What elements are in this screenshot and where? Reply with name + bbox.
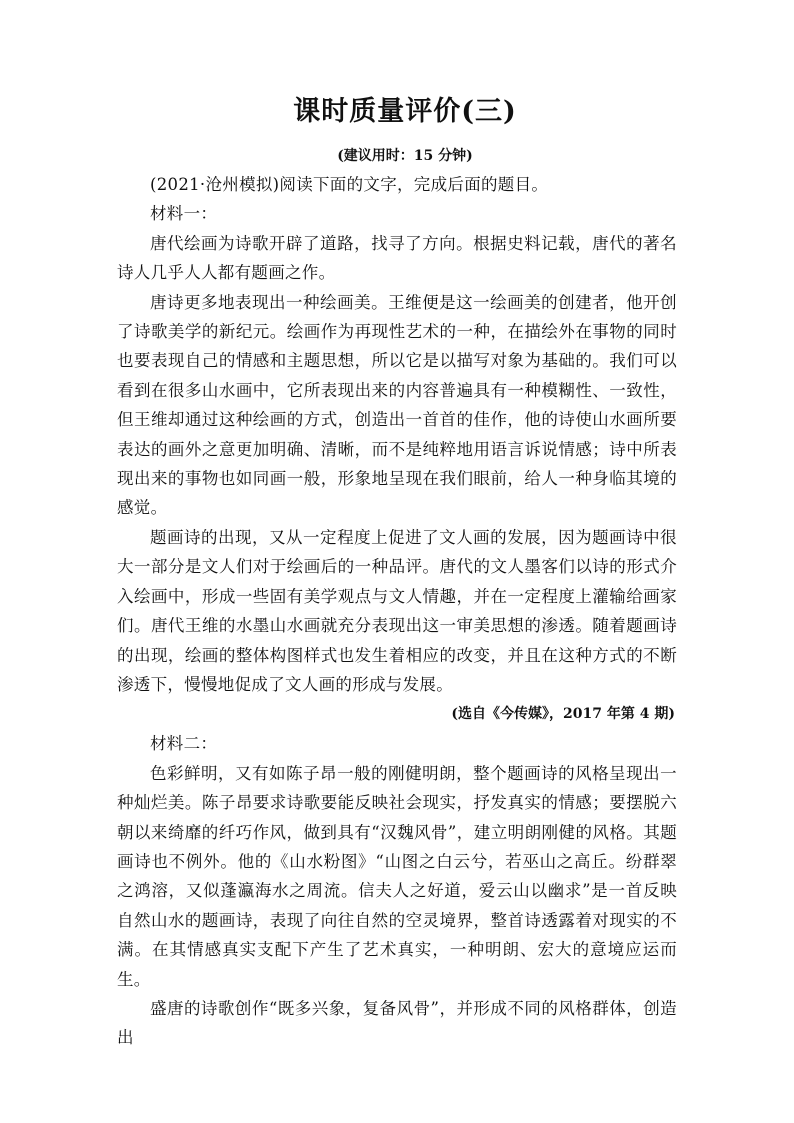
page-title: 课时质量评价(三) — [293, 96, 517, 127]
material-one-paragraph-3: 题画诗的出现，又从一定程度上促进了文人画的发展，因为题画诗中很大一部分是文人们对于绘画后的一种品评。唐代的文人墨客们以诗的形式介入绘画中，形成一些固有美学观点与文人情趣，并在一定程度上灌输给画家们。唐代王维的水墨山水画就充分表现出这一审美思想的渗透。随着题画诗的出现，绘画的整体构图样式也发生着相应的改变，并且在这种方式的不断渗透下，慢慢地促成了文人画的形成与发展。 — [117, 527, 677, 694]
material-one-source: (选自《今传媒》，2017 年第 4 期) — [451, 706, 675, 723]
material-one-paragraph-1: 唐代绘画为诗歌开辟了道路，找寻了方向。根据史料记载，唐代的著名诗人几乎人人都有题画之作。 — [117, 233, 677, 283]
instruction-text: (2021·沧州模拟)阅读下面的文字，完成后面的题目。 — [150, 175, 549, 194]
material-two-paragraph-1: 色彩鲜明，又有如陈子昂一般的刚健明朗，整个题画诗的风格呈现出一种灿烂美。陈子昂要求诗歌要能反映社会现实，抒发真实的情感；要摆脱六朝以来绮靡的纤巧作风，做到具有“汉魏风骨”，建立明朗刚健的风格。其题画诗也不例外。他的《山水粉图》“山图之白云兮，若巫山之高丘。纷群翠之鸿溶，又似蓬瀛海水之周流。信夫人之好道，爱云山以幽求”是一首反映自然山水的题画诗，表现了向往自然的空灵境界，整首诗透露着对现实的不满。在其情感真实支配下产生了艺术真实，一种明朗、宏大的意境应运而生。 — [117, 763, 677, 989]
suggested-time: (建议用时：15 分钟) — [337, 148, 473, 164]
material-one-label: 材料一： — [150, 204, 218, 224]
material-two-label: 材料二： — [150, 734, 218, 754]
material-one-paragraph-2: 唐诗更多地表现出一种绘画美。王维便是这一绘画美的创建者，他开创了诗歌美学的新纪元。绘画作为再现性艺术的一种，在描绘外在事物的同时也要表现自己的情感和主题思想，所以它是以描写对象为基础的。我们可以看到在很多山水画中，它所表现出来的内容普遍具有一种模糊性、一致性，但王维却通过这种绘画的方式，创造出一首首的佳作，他的诗使山水画所要表达的画外之意更加明确、清晰，而不是纯粹地用语言诉说情感；诗中所表现出来的事物也如同画一般，形象地呈现在我们眼前，给人一种身临其境的感觉。 — [117, 292, 677, 518]
document-page — [117, 92, 677, 1053]
material-two-paragraph-2: 盛唐的诗歌创作“既多兴象，复备风骨”，并形成不同的风格群体，创造出 — [117, 998, 677, 1048]
